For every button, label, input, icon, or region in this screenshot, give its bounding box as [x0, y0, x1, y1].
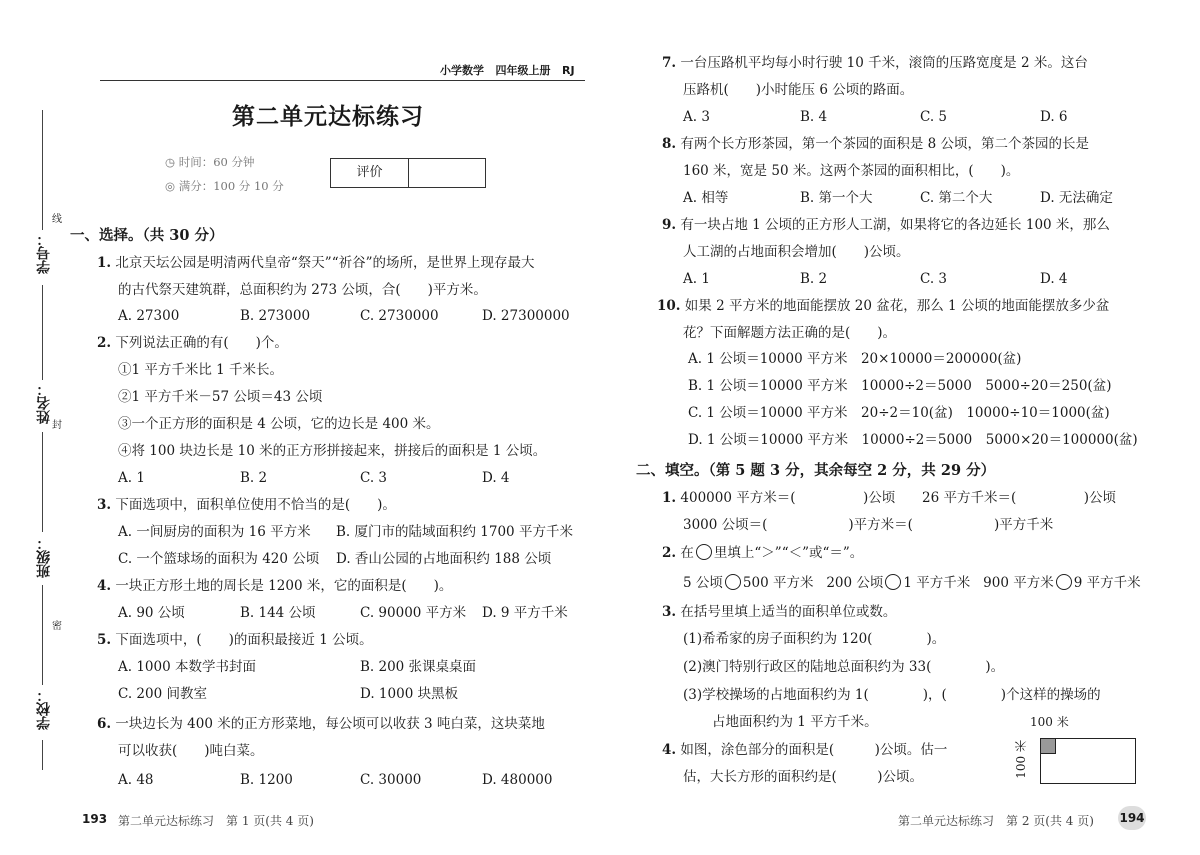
q1-option-a[interactable]: A. 27300: [118, 308, 180, 324]
compare-circle-icon: [696, 544, 712, 560]
question-8-line2: 160 米，宽是 50 米。这两个茶园的面积相比，( )。: [683, 163, 1020, 179]
question-4: 4. 一块正方形土地的周长是 1200 米，它的面积是( )。: [97, 578, 453, 594]
q8-option-d[interactable]: D. 无法确定: [1040, 190, 1113, 206]
q6-option-d[interactable]: D. 480000: [482, 772, 553, 788]
shaded-square: [1040, 738, 1056, 754]
question-6: 6. 一块边长为 400 米的正方形菜地，每公顷可以收获 3 吨白菜，这块菜地: [97, 716, 545, 732]
fill-1: 1. 400000 平方米＝( )公顷: [662, 490, 896, 506]
q2-option-d[interactable]: D. 4: [482, 470, 510, 486]
evaluation-box: [330, 158, 486, 188]
q7-option-d[interactable]: D. 6: [1040, 109, 1068, 125]
section-2-heading: 二、填空。（第 5 题 3 分，其余每空 2 分，共 29 分）: [636, 462, 996, 479]
q3-option-c[interactable]: C. 一个篮球场的面积为 420 公顷: [118, 551, 320, 567]
q2-statement-1: ①1 平方千米比 1 千米长。: [118, 362, 284, 378]
figure-side-label: 100 米: [1014, 740, 1028, 779]
student-id-label: 学号：: [36, 232, 52, 274]
fill-3-item-3-line2: 占地面积约为 1 平方千米。: [712, 714, 878, 730]
score-info: ◎ 满分：100 分 10 分: [165, 179, 284, 193]
q8-option-a[interactable]: A. 相等: [683, 190, 729, 206]
edition-label: RJ: [562, 64, 575, 77]
q7-option-c[interactable]: C. 5: [920, 109, 948, 125]
q8-option-c[interactable]: C. 第二个大: [920, 190, 993, 206]
margin-secret-char: 密: [52, 621, 62, 632]
q10-option-d[interactable]: D. 1 公顷＝10000 平方米 10000÷2＝5000 5000×20＝100000(盆): [688, 432, 1138, 448]
q8-option-b[interactable]: B. 第一个大: [800, 190, 873, 206]
figure-top-label: 100 米: [1030, 715, 1069, 729]
q3-option-a[interactable]: A. 一间厨房的面积为 16 平方米: [118, 524, 311, 540]
evaluation-label: 评价: [331, 159, 409, 187]
q1-option-d[interactable]: D. 27300000: [482, 308, 570, 324]
school-label: 学校：: [36, 688, 52, 730]
section-1-heading: 一、选择。（共 30 分）: [70, 227, 224, 244]
q2-statement-3: ③一个正方形的面积是 4 公顷，它的边长是 400 米。: [118, 416, 440, 432]
q2-option-a[interactable]: A. 1: [118, 470, 145, 486]
q2-statement-2: ②1 平方千米－57 公顷＝43 公顷: [118, 389, 323, 405]
question-9-line2: 人工湖的占地面积会增加( )公顷。: [683, 244, 910, 260]
fill-3-item-1: (1)希希家的房子面积约为 120( )。: [683, 631, 946, 647]
question-10-line2: 花？下面解题方法正确的是( )。: [683, 325, 897, 341]
fill-1-line2: 3000 公顷＝( )平方米＝( )平方千米: [683, 517, 1054, 533]
q10-option-a[interactable]: A. 1 公顷＝10000 平方米 20×10000＝200000(盆): [688, 351, 1022, 367]
q6-option-c[interactable]: C. 30000: [360, 772, 422, 788]
q1-option-c[interactable]: C. 2730000: [360, 308, 439, 324]
q1-option-b[interactable]: B. 273000: [240, 308, 311, 324]
fill-1-part-b: 26 平方千米＝( )公顷: [922, 490, 1117, 506]
question-2: 2. 下列说法正确的有( )个。: [97, 335, 288, 351]
fill-2: 2. 在 里填上“＞”“＜”或“＝”。: [662, 545, 864, 561]
page-header: [440, 62, 575, 78]
q4-option-d[interactable]: D. 9 平方千米: [482, 605, 568, 621]
right-footer-text: 第二单元达标练习 第 2 页(共 4 页): [898, 814, 1094, 828]
q5-option-d[interactable]: D. 1000 块黑板: [360, 686, 459, 702]
question-7: 7. 一台压路机平均每小时行驶 10 千米，滚筒的压路宽度是 2 米。这台: [662, 55, 1088, 71]
left-footer-text: 第二单元达标练习 第 1 页(共 4 页): [118, 814, 314, 828]
q2-option-b[interactable]: B. 2: [240, 470, 268, 486]
page-title: 第二单元达标练习: [232, 103, 424, 130]
margin-line-char: 线: [52, 214, 62, 225]
question-6-line2: 可以收获( )吨白菜。: [118, 743, 264, 759]
q9-option-d[interactable]: D. 4: [1040, 271, 1068, 287]
question-1: 1. 北京天坛公园是明清两代皇帝“祭天”“祈谷”的场所，是世界上现存最大: [97, 255, 535, 271]
q2-statement-4: ④将 100 块边长是 10 米的正方形拼接起来，拼接后的面积是 1 公顷。: [118, 443, 547, 459]
q7-option-b[interactable]: B. 4: [800, 109, 828, 125]
time-info: ◷ 时间：60 分钟: [165, 155, 255, 169]
q10-option-b[interactable]: B. 1 公顷＝10000 平方米 10000÷2＝5000 5000÷20＝250(盆): [688, 378, 1112, 394]
fill-3-item-2: (2)澳门特别行政区的陆地总面积约为 33( )。: [683, 659, 1005, 675]
q4-option-c[interactable]: C. 90000 平方米: [360, 605, 467, 621]
question-9: 9. 有一块占地 1 公顷的正方形人工湖，如果将它的各边延长 100 米，那么: [662, 217, 1110, 233]
question-10: 10. 如果 2 平方米的地面能摆放 20 盆花，那么 1 公顷的地面能摆放多少盆: [657, 298, 1110, 314]
grade-label: 四年级上册: [495, 64, 551, 77]
q6-option-a[interactable]: A. 48: [118, 772, 154, 788]
q3-option-d[interactable]: D. 香山公园的占地面积约 188 公顷: [336, 551, 552, 567]
fill-3-item-3: (3)学校操场的占地面积约为 1( )，( )个这样的操场的: [683, 687, 1101, 703]
left-page-number: 193: [82, 812, 108, 826]
question-7-line2: 压路机( )小时能压 6 公顷的路面。: [683, 82, 914, 98]
name-label: 姓名：: [36, 382, 52, 424]
q3-option-b[interactable]: B. 厦门市的陆域面积约 1700 平方千米: [336, 524, 573, 540]
q5-option-c[interactable]: C. 200 间教室: [118, 686, 207, 702]
right-page-number: 194: [1118, 806, 1146, 830]
fill-3: 3. 在括号里填上适当的面积单位或数。: [662, 604, 897, 620]
q9-option-c[interactable]: C. 3: [920, 271, 948, 287]
q6-option-b[interactable]: B. 1200: [240, 772, 293, 788]
q4-option-b[interactable]: B. 144 公顷: [240, 605, 316, 621]
question-8: 8. 有两个长方形茶园，第一个茶园的面积是 8 公顷，第二个茶园的长是: [662, 136, 1090, 152]
q5-option-b[interactable]: B. 200 张课桌桌面: [360, 659, 477, 675]
q4-option-a[interactable]: A. 90 公顷: [118, 605, 185, 621]
q2-option-c[interactable]: C. 3: [360, 470, 388, 486]
compare-circle-3[interactable]: [1056, 574, 1072, 590]
fill-4-line2: 估，大长方形的面积约是( )公顷。: [683, 769, 924, 785]
question-5: 5. 下面选项中，( )的面积最接近 1 公顷。: [97, 632, 373, 648]
margin-seal-char: 封: [52, 420, 62, 431]
fill-2-items: 5 公顷 500 平方米 200 公顷 1 平方千米 900 平方米 9 平方千米: [683, 575, 1141, 591]
q9-option-b[interactable]: B. 2: [800, 271, 828, 287]
q10-option-c[interactable]: C. 1 公顷＝10000 平方米 20÷2＝10(盆) 10000÷10＝1000(盆): [688, 405, 1110, 421]
compare-circle-1[interactable]: [725, 574, 741, 590]
course-label: 小学数学: [440, 64, 484, 77]
fill-4: 4. 如图，涂色部分的面积是( )公顷。估一: [662, 742, 948, 758]
q9-option-a[interactable]: A. 1: [683, 271, 710, 287]
class-label: 班级：: [36, 536, 52, 578]
q5-option-a[interactable]: A. 1000 本数学书封面: [118, 659, 256, 675]
question-1-line2: 的古代祭天建筑群，总面积约为 273 公顷，合( )平方米。: [118, 282, 487, 298]
q7-option-a[interactable]: A. 3: [683, 109, 710, 125]
question-3: 3. 下面选项中，面积单位使用不恰当的是( )。: [97, 497, 396, 513]
compare-circle-2[interactable]: [885, 574, 901, 590]
